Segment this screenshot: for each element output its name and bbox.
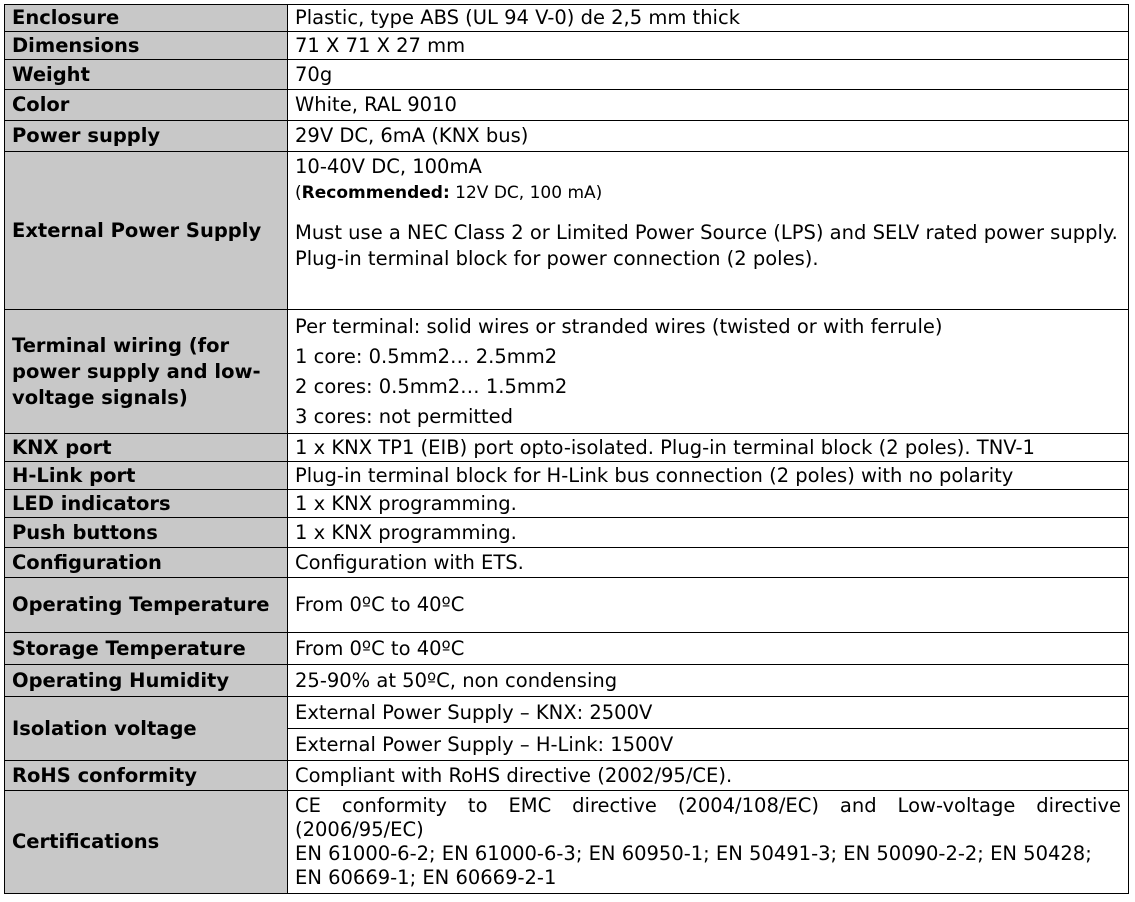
value-line: 2 cores: 0.5mm2… 1.5mm2 — [295, 374, 568, 398]
row-label: Power supply — [5, 121, 288, 152]
row-value: 70g — [288, 60, 1129, 90]
table-row — [5, 121, 1129, 152]
value-line: 3 cores: not permitted — [295, 404, 514, 428]
value-line: Plug-in terminal block for power connection (2 poles). — [295, 247, 819, 270]
table-row — [5, 578, 1129, 633]
row-label: Operating Temperature — [5, 578, 288, 633]
table-row — [5, 462, 1129, 490]
recommended-label: Recommended: — [301, 183, 450, 203]
table-row — [5, 665, 1129, 697]
table-row — [5, 434, 1129, 462]
row-value: From 0ºC to 40ºC — [288, 578, 1129, 633]
row-value: External Power Supply – H-Link: 1500V — [288, 729, 1129, 761]
table-row — [5, 310, 1129, 434]
value-line: CE conformity to EMC directive (2004/108/EC) and Low-voltage directive (2006/95/EC) — [295, 794, 1121, 841]
row-label: Terminal wiring (for power supply and low-voltage signals) — [5, 310, 288, 434]
table-row — [5, 518, 1129, 548]
table-row — [5, 697, 1129, 729]
row-label: Dimensions — [5, 32, 288, 60]
value-line: Must use a NEC Class 2 or Limited Power Source (LPS) and SELV rated power supply. — [295, 221, 1118, 244]
row-value — [288, 791, 1129, 894]
row-value: Plug-in terminal block for H-Link bus connection (2 poles) with no polarity — [288, 462, 1129, 490]
recommended-value: 12V DC, 100 mA) — [449, 183, 603, 203]
value-line: Per terminal: solid wires or stranded wires (twisted or with ferrule) — [295, 314, 943, 338]
row-value: Configuration with ETS. — [288, 548, 1129, 578]
row-value: White, RAL 9010 — [288, 90, 1129, 121]
paren-open: ( — [295, 183, 302, 203]
row-value: Plastic, type ABS (UL 94 V-0) de 2,5 mm thick — [288, 5, 1129, 32]
row-label: KNX port — [5, 434, 288, 462]
table-row — [5, 791, 1129, 894]
recommended-line — [295, 180, 1121, 206]
table-row — [5, 761, 1129, 791]
table-row — [5, 152, 1129, 310]
table-row — [5, 633, 1129, 665]
row-label: Storage Temperature — [5, 633, 288, 665]
row-value: 1 x KNX programming. — [288, 518, 1129, 548]
row-label: Weight — [5, 60, 288, 90]
row-value: 1 x KNX programming. — [288, 490, 1129, 518]
specifications-table — [4, 4, 1129, 894]
table-row — [5, 548, 1129, 578]
row-value: 1 x KNX TP1 (EIB) port opto-isolated. Plug-in terminal block (2 poles). TNV-1 — [288, 434, 1129, 462]
row-value: External Power Supply – KNX: 2500V — [288, 697, 1129, 729]
row-label: Configuration — [5, 548, 288, 578]
row-label: Color — [5, 90, 288, 121]
row-label: Certifications — [5, 791, 288, 894]
table-row — [5, 32, 1129, 60]
table-row — [5, 490, 1129, 518]
row-label: Isolation voltage — [5, 697, 288, 761]
row-value — [288, 310, 1129, 434]
row-value: 29V DC, 6mA (KNX bus) — [288, 121, 1129, 152]
row-value: Compliant with RoHS directive (2002/95/CE). — [288, 761, 1129, 791]
row-label: Push buttons — [5, 518, 288, 548]
row-value: From 0ºC to 40ºC — [288, 633, 1129, 665]
row-value: 25-90% at 50ºC, non condensing — [288, 665, 1129, 697]
row-value — [288, 152, 1129, 310]
row-label: LED indicators — [5, 490, 288, 518]
table-row — [5, 90, 1129, 121]
row-label: External Power Supply — [5, 152, 288, 310]
row-label: H-Link port — [5, 462, 288, 490]
table-row — [5, 60, 1129, 90]
table-row — [5, 5, 1129, 32]
row-label: Operating Humidity — [5, 665, 288, 697]
row-label: RoHS conformity — [5, 761, 288, 791]
row-value: 71 X 71 X 27 mm — [288, 32, 1129, 60]
value-line: EN 61000-6-2; EN 61000-6-3; EN 60950-1; EN 50491-3; EN 50090-2-2; EN 50428; EN 60669-1; EN 60669-2-1 — [295, 842, 1092, 889]
value-line: 10-40V DC, 100mA — [295, 155, 482, 178]
value-line: 1 core: 0.5mm2… 2.5mm2 — [295, 344, 558, 368]
row-label: Enclosure — [5, 5, 288, 32]
